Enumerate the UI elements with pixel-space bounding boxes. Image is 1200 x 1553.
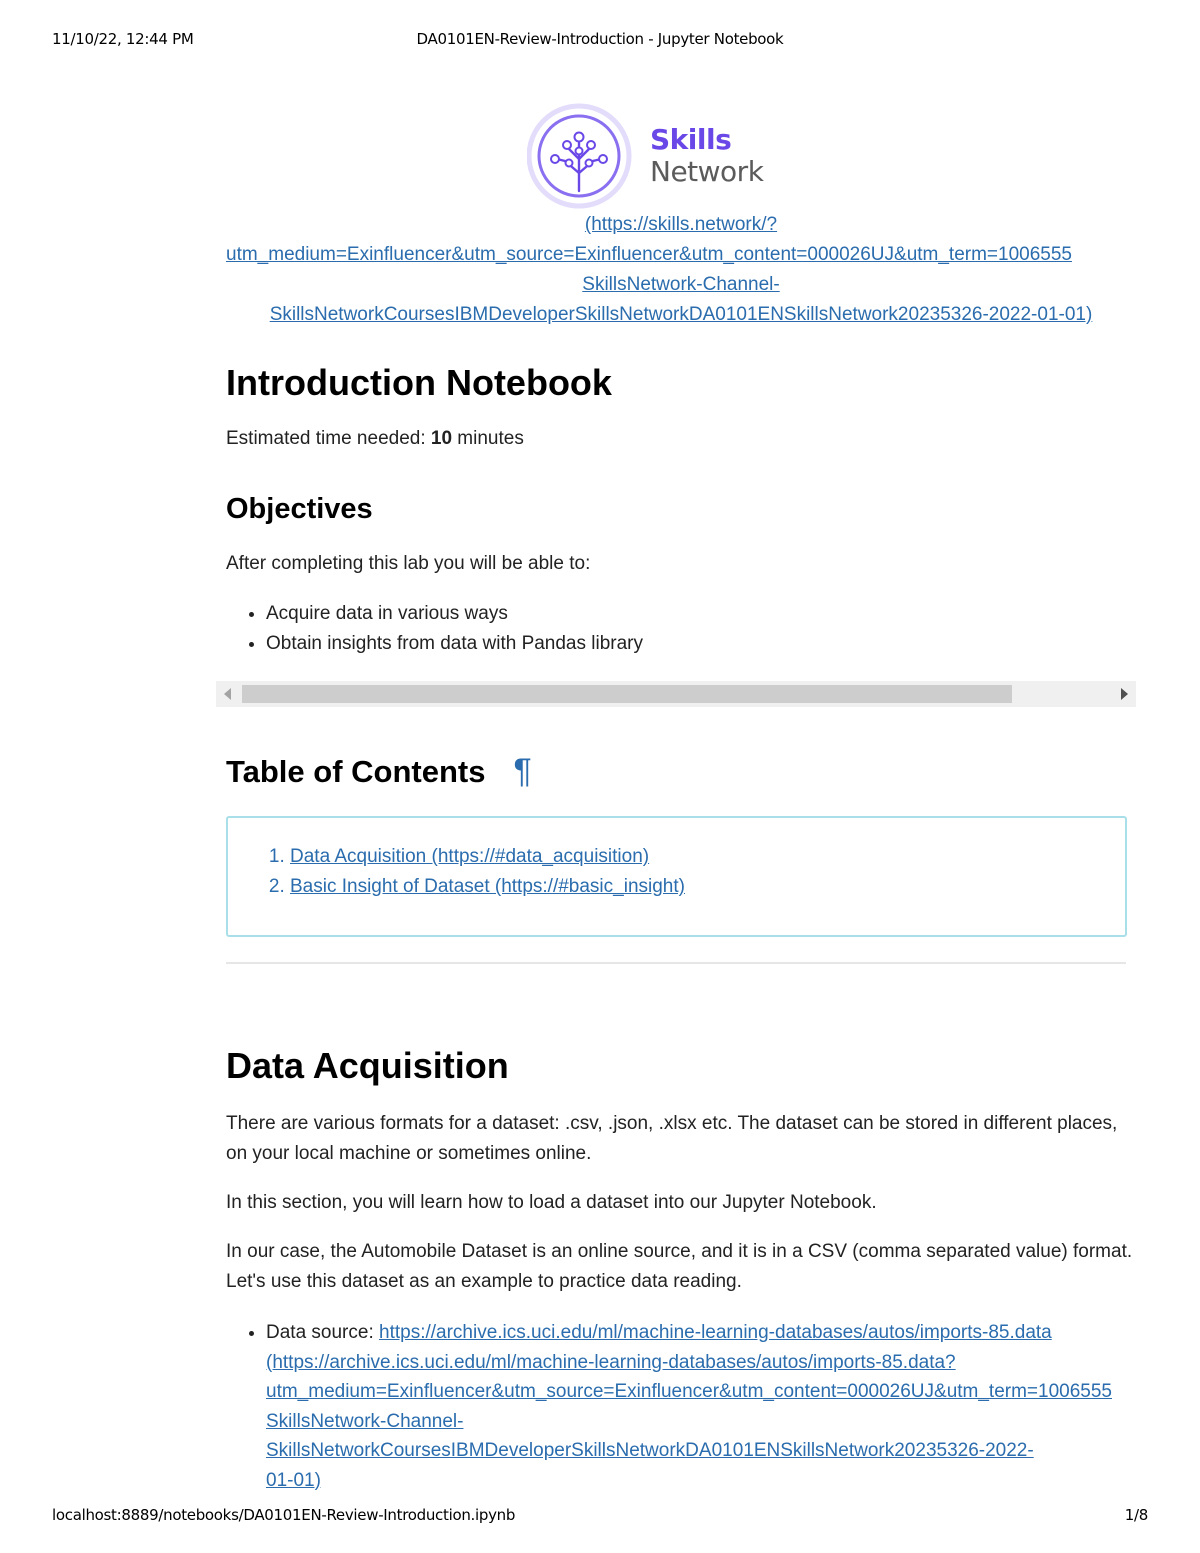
print-header xyxy=(52,30,1148,50)
estimated-time-value: 10 xyxy=(430,428,453,449)
logo-word-network: Network xyxy=(650,155,764,188)
estimated-time-prefix: Estimated time needed: xyxy=(226,428,431,449)
print-datetime: 11/10/22, 12:44 PM xyxy=(52,30,194,48)
data-source-item xyxy=(266,1318,1176,1495)
logo-url-line-1[interactable]: (https://skills.network/? xyxy=(584,214,778,235)
objective-item: • Acquire data in various ways xyxy=(266,599,643,629)
data-source-link-line-2[interactable]: utm_medium=Exinfluencer&utm_source=Exinfluencer&utm_content=000026UJ&utm_term=1006555 xyxy=(266,1381,1112,1402)
logo-url-line-2[interactable]: utm_medium=Exinfluencer&utm_source=Exinfluencer&utm_content=000026UJ&utm_term=1006555 xyxy=(226,244,1072,265)
scroll-left-arrow-icon[interactable] xyxy=(224,688,231,700)
toc-link-data-acquisition[interactable]: Data Acquisition (https://#data_acquisition) xyxy=(290,846,650,867)
paragraph-load: In this section, you will learn how to load a dataset into our Jupyter Notebook. xyxy=(226,1192,877,1213)
print-document-title: DA0101EN-Review-Introduction - Jupyter Notebook xyxy=(416,30,784,48)
objectives-heading: Objectives xyxy=(226,493,373,525)
data-source-url[interactable]: https://archive.ics.uci.edu/ml/machine-learning-databases/autos/imports-85.data xyxy=(379,1322,1052,1343)
data-source-link-line-3[interactable]: SkillsNetwork-Channel- xyxy=(266,1410,464,1432)
toc-item xyxy=(290,842,685,872)
toc-item xyxy=(290,872,685,902)
logo-word-skills: Skills xyxy=(650,123,732,156)
print-page-number: 1/8 xyxy=(1124,1506,1148,1524)
objective-item: • Obtain insights from data with Pandas library xyxy=(266,629,643,659)
data-source-link-line-1[interactable]: (https://archive.ics.uci.edu/ml/machine-learning-databases/autos/imports-85.data? xyxy=(266,1351,956,1373)
toc-link-basic-insight[interactable]: Basic Insight of Dataset (https://#basic_insight) xyxy=(290,876,685,897)
skills-network-logo[interactable] xyxy=(527,103,777,211)
data-source-link-line-4[interactable]: SkillsNetworkCoursesIBMDeveloperSkillsNetworkDA0101ENSkillsNetwork20235326-2022- xyxy=(266,1440,1034,1461)
toc-heading-text: Table of Contents xyxy=(226,754,486,789)
print-footer xyxy=(52,1506,1148,1526)
logo-url-line-3[interactable]: SkillsNetwork-Channel- xyxy=(582,274,780,295)
data-source-link-line-5[interactable]: 01-01) xyxy=(266,1469,321,1491)
paragraph-automobile: In our case, the Automobile Dataset is an online source, and it is in a CSV (comma separated value) format. Let's use this dataset as an example to practice data reading. xyxy=(226,1241,1133,1292)
horizontal-scrollbar[interactable] xyxy=(216,681,1136,707)
scroll-right-arrow-icon[interactable] xyxy=(1121,688,1128,700)
print-url: localhost:8889/notebooks/DA0101EN-Review-Introduction.ipynb xyxy=(52,1506,516,1524)
data-acquisition-heading: Data Acquisition xyxy=(226,1045,509,1086)
section-divider xyxy=(226,962,1126,964)
notebook-title: Introduction Notebook xyxy=(226,362,612,403)
objectives-list xyxy=(226,599,643,659)
estimated-time xyxy=(226,428,524,450)
logo-url-link[interactable] xyxy=(226,210,1136,330)
toc-list xyxy=(250,842,685,902)
logo-url-line-4[interactable]: SkillsNetworkCoursesIBMDeveloperSkillsNetworkDA0101ENSkillsNetwork20235326-2022-01-01) xyxy=(269,304,1093,325)
paragraph-formats: There are various formats for a dataset: .csv, .json, .xlsx etc. The dataset can be stored in different places, on your local machine or sometimes online. xyxy=(226,1113,1118,1164)
data-source-list xyxy=(226,1318,1176,1495)
toc-anchor-link[interactable]: ¶ xyxy=(513,752,532,790)
objectives-intro: After completing this lab you will be able to: xyxy=(226,553,591,574)
toc-heading xyxy=(226,752,532,791)
skills-tree-icon xyxy=(527,103,635,211)
data-source-label: Data source: xyxy=(266,1322,379,1343)
scrollbar-thumb[interactable] xyxy=(242,685,1012,703)
toc-box xyxy=(226,816,1127,937)
estimated-time-suffix: minutes xyxy=(452,428,524,449)
